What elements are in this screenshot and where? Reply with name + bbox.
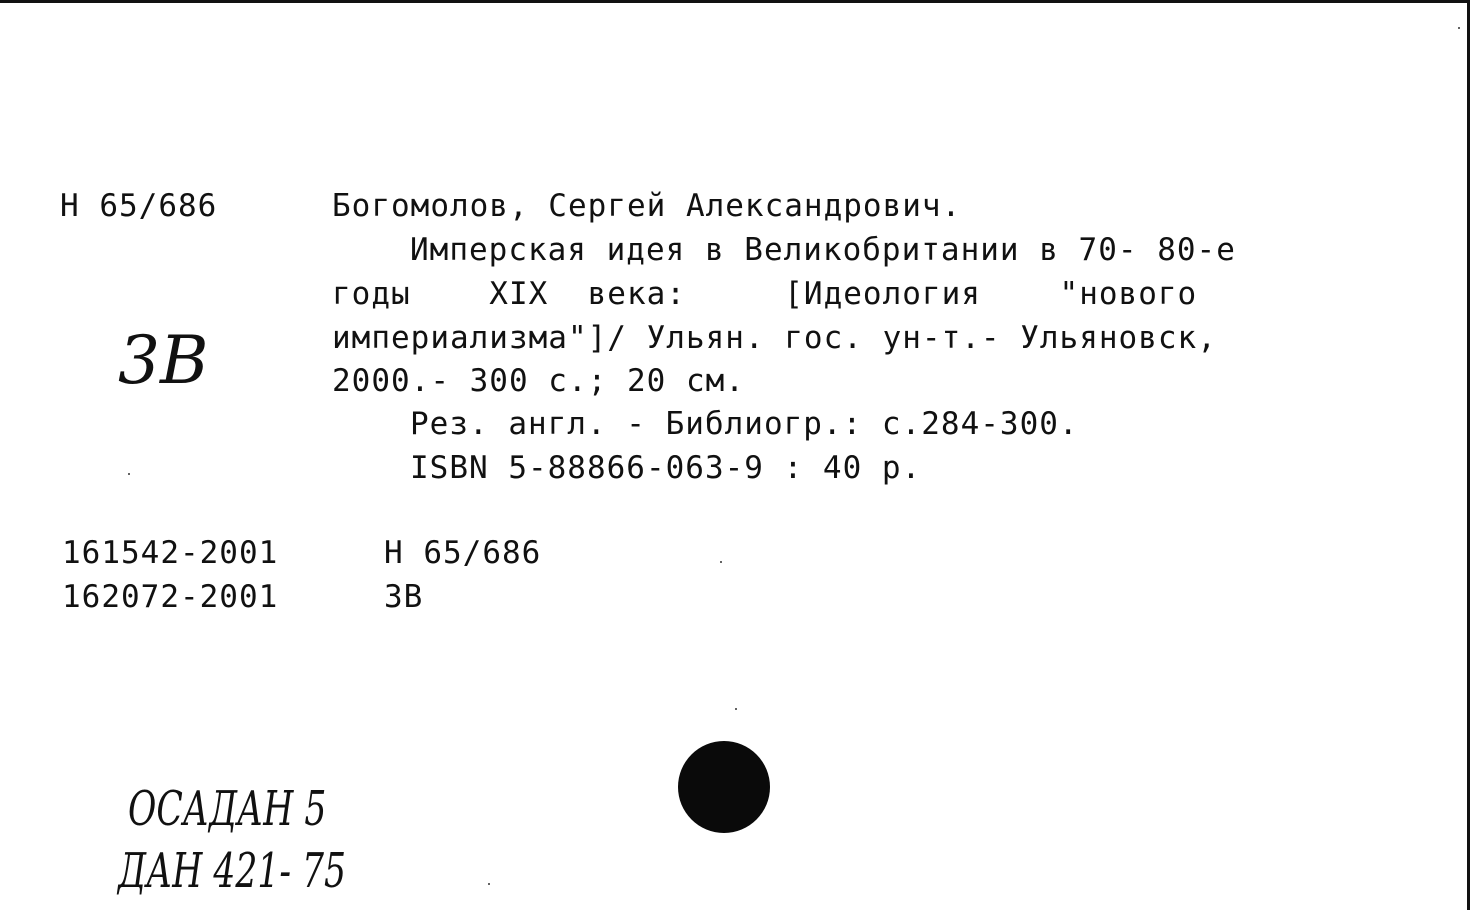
punch-hole <box>678 741 770 833</box>
handwritten-note-2: ДАН 421- 75 <box>118 843 347 899</box>
scan-speck <box>720 561 722 563</box>
handwritten-note-1: ОСАДАН 5 <box>128 781 327 837</box>
note-summary-bibliography: Рез. англ. - Библиогр.: с.284-300. <box>410 406 1079 442</box>
scan-speck <box>735 708 737 710</box>
title-line-4: 2000.- 300 с.; 20 см. <box>332 363 745 399</box>
holding-location-1: H 65/686 <box>384 535 542 571</box>
holding-inventory-2: 162072-2001 <box>62 579 279 615</box>
title-line-1: Имперская идея в Великобритании в 70- 80-е <box>410 232 1236 268</box>
scan-speck <box>488 883 490 885</box>
note-isbn-price: ISBN 5-88866-063-9 : 40 р. <box>410 450 922 486</box>
scan-speck <box>128 473 130 475</box>
author-heading: Богомолов, Сергей Александрович. <box>332 188 962 224</box>
title-line-2: годы XIX века: [Идеология "нового <box>332 276 1198 312</box>
holding-location-2: 3B <box>384 579 424 615</box>
holding-inventory-1: 161542-2001 <box>62 535 279 571</box>
scan-speck <box>1458 27 1460 29</box>
title-line-3: империализма"]/ Ульян. гос. ун-т.- Ульяновск, <box>332 320 1217 356</box>
shelfmark: H 65/686 <box>60 188 218 224</box>
marginal-note: 3B <box>118 322 209 399</box>
